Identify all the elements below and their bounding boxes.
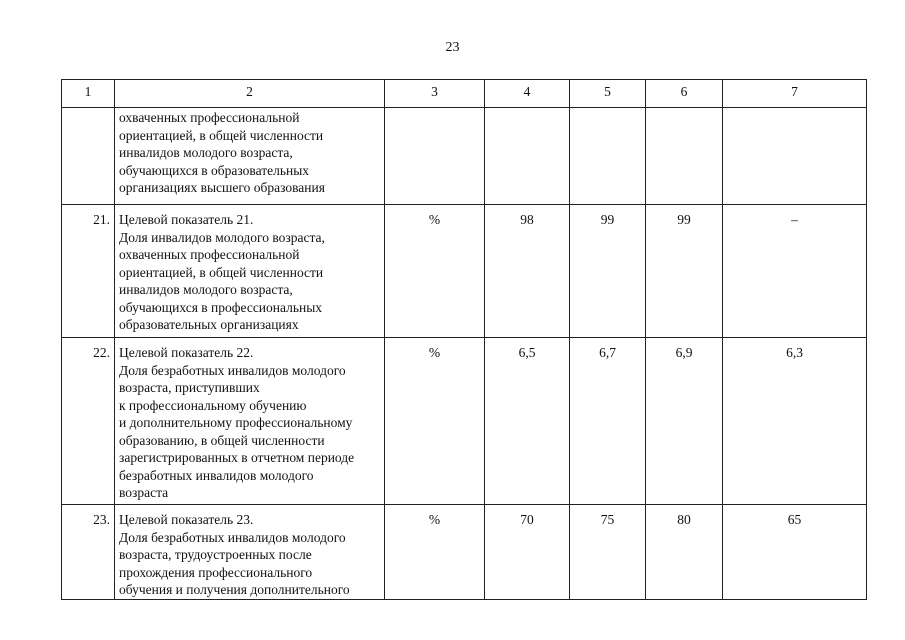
row-number bbox=[62, 108, 115, 205]
table-row bbox=[62, 338, 867, 505]
description-line: охваченных профессиональной bbox=[119, 247, 300, 262]
value-cell: 65 bbox=[723, 505, 867, 600]
description-line: возраста bbox=[119, 485, 169, 500]
description-line: ориентацией, в общей численности bbox=[119, 127, 324, 143]
unit-cell: % bbox=[385, 205, 485, 338]
table-row bbox=[62, 505, 867, 600]
indicator-description bbox=[115, 505, 385, 600]
value-cell: – bbox=[723, 205, 867, 338]
value-cell: 99 bbox=[570, 205, 646, 338]
description-line: обучающихся в образовательных bbox=[119, 162, 310, 178]
row-number: 23. bbox=[62, 505, 115, 600]
description-line: возраста, приступивших bbox=[119, 380, 260, 395]
description-line: Целевой показатель 22. bbox=[119, 345, 254, 360]
unit-cell bbox=[385, 108, 485, 205]
description-line: организациях высшего образования bbox=[119, 180, 325, 195]
indicator-description bbox=[115, 108, 385, 205]
value-cell: 6,7 bbox=[570, 338, 646, 505]
table-row bbox=[62, 205, 867, 338]
column-header: 1 bbox=[62, 80, 115, 108]
value-cell bbox=[646, 108, 723, 205]
indicator-description bbox=[115, 205, 385, 338]
description-line: Целевой показатель 23. bbox=[119, 512, 254, 527]
description-line: зарегистрированных в отчетном периоде bbox=[119, 450, 355, 465]
unit-cell: % bbox=[385, 505, 485, 600]
table-row bbox=[62, 108, 867, 205]
description-line: Доля безработных инвалидов молодого bbox=[119, 362, 346, 378]
value-cell bbox=[723, 108, 867, 205]
description-line: и дополнительному профессиональному bbox=[119, 415, 353, 430]
description-line: Доля безработных инвалидов молодого bbox=[119, 529, 346, 545]
description-line: обучения и получения дополнительного bbox=[119, 582, 350, 597]
value-cell: 6,5 bbox=[485, 338, 570, 505]
value-cell: 6,3 bbox=[723, 338, 867, 505]
row-number: 21. bbox=[62, 205, 115, 338]
value-cell bbox=[485, 108, 570, 205]
column-header: 6 bbox=[646, 80, 723, 108]
column-header: 4 bbox=[485, 80, 570, 108]
description-line: ориентацией, в общей численности bbox=[119, 264, 324, 280]
value-cell: 98 bbox=[485, 205, 570, 338]
row-number: 22. bbox=[62, 338, 115, 505]
value-cell: 6,9 bbox=[646, 338, 723, 505]
indicators-table bbox=[61, 79, 867, 600]
indicator-description bbox=[115, 338, 385, 505]
description-line: Целевой показатель 21. bbox=[119, 212, 254, 227]
description-line: безработных инвалидов молодого bbox=[119, 467, 314, 483]
description-line: образовательных организациях bbox=[119, 317, 299, 332]
value-cell: 70 bbox=[485, 505, 570, 600]
column-header: 2 bbox=[115, 80, 385, 108]
column-header: 7 bbox=[723, 80, 867, 108]
description-line: Доля инвалидов молодого возраста, bbox=[119, 229, 325, 245]
table-header-row bbox=[62, 80, 867, 108]
column-header: 5 bbox=[570, 80, 646, 108]
description-line: прохождения профессионального bbox=[119, 564, 313, 580]
value-cell bbox=[570, 108, 646, 205]
description-line: инвалидов молодого возраста, bbox=[119, 145, 293, 160]
page-number: 23 bbox=[445, 40, 460, 55]
description-line: к профессиональному обучению bbox=[119, 397, 307, 413]
value-cell: 80 bbox=[646, 505, 723, 600]
description-line: охваченных профессиональной bbox=[119, 110, 300, 125]
column-header: 3 bbox=[385, 80, 485, 108]
description-line: образованию, в общей численности bbox=[119, 432, 325, 448]
description-line: возраста, трудоустроенных после bbox=[119, 547, 312, 562]
unit-cell: % bbox=[385, 338, 485, 505]
description-line: обучающихся в профессиональных bbox=[119, 299, 323, 315]
description-line: инвалидов молодого возраста, bbox=[119, 282, 293, 297]
value-cell: 99 bbox=[646, 205, 723, 338]
value-cell: 75 bbox=[570, 505, 646, 600]
